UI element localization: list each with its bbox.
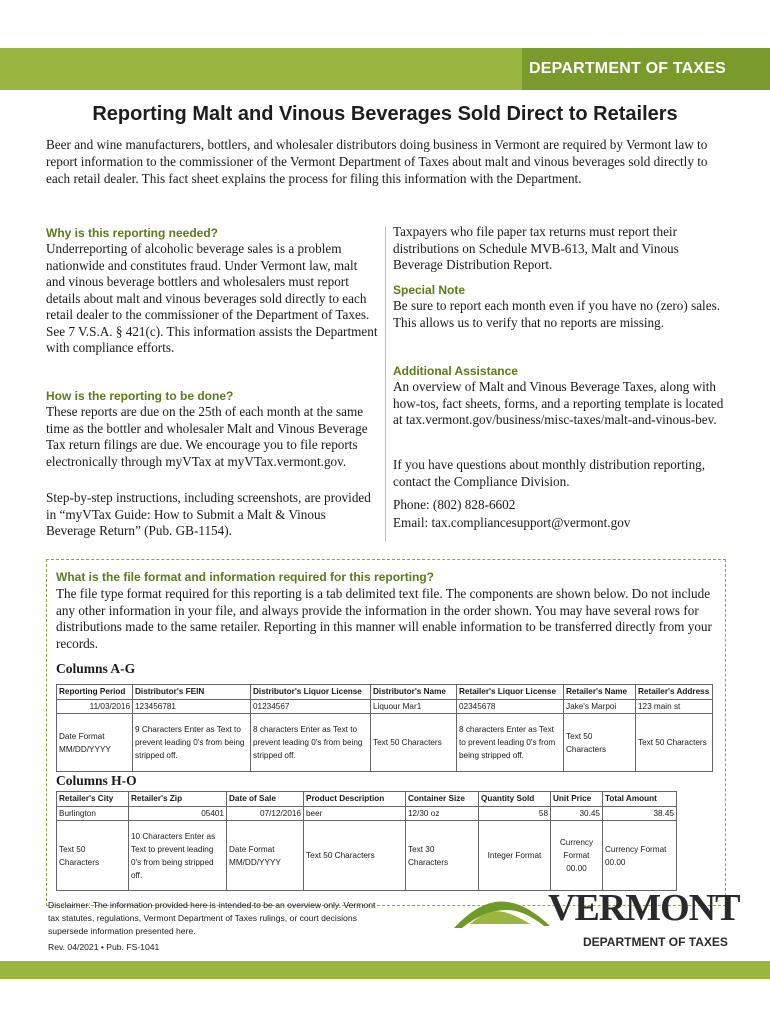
table-row <box>57 807 677 821</box>
vermont-mountain-icon <box>452 888 552 932</box>
table-cell: Text 50 Characters <box>636 714 713 772</box>
table-cell: Currency Format 00.00 <box>551 821 603 891</box>
table-cell: 8 characters Enter as Text to prevent leading 0's from being stripped off. <box>457 714 564 772</box>
table-cell: Retailer's Liquor License <box>457 685 564 700</box>
table-cell: 123 main st <box>636 700 713 714</box>
table-cell: Burlington <box>57 807 129 821</box>
table-cell: 02345678 <box>457 700 564 714</box>
table-cell: Distributor's Liquor License <box>251 685 371 700</box>
why-body: Underreporting of alcoholic beverage sales is a problem nationwide and constitutes fraud. Under Vermont law, malt and vinous beverage bottlers and wholesalers must report details about malt and vinous beverages sold directly to each retail dealer to the commissioner of the Department of Taxes. See 7 V.S.A. § 421(c). This information assists the Department with compliance efforts. <box>46 241 378 355</box>
table-cell: Liquour Mar1 <box>371 700 457 714</box>
table-cell: 38.45 <box>603 807 677 821</box>
table-cell: Text 50 Characters <box>371 714 457 772</box>
table-cell: Text 50 Characters <box>57 821 129 891</box>
steps-body: Step-by-step instructions, including screenshots, are provided in “myVTax Guide: How to Submit a Malt & Vinous Beverage Return” (Pub. GB-1154). <box>46 490 371 538</box>
why-heading: Why is this reporting needed? <box>46 226 219 240</box>
bottom-banner <box>0 961 770 979</box>
table-cell: Date of Sale <box>227 792 304 807</box>
table-cell: beer <box>304 807 406 821</box>
table-cell: Quantity Sold <box>479 792 551 807</box>
table-header-row <box>57 685 713 700</box>
table-cell: 10 Characters Enter as Text to prevent leading 0's from being stripped off. <box>129 821 227 891</box>
table-cell: Product Description <box>304 792 406 807</box>
table-cell: 12/30 oz <box>406 807 479 821</box>
assistance-heading: Additional Assistance <box>393 364 518 378</box>
table-row <box>57 714 713 772</box>
table-cell: 11/03/2016 <box>57 700 133 714</box>
table-cell: Text 50 Characters <box>564 714 636 772</box>
how-body: These reports are due on the 25th of each month at the same time as the bottler and wholesaler Malt and Vinous Beverage Tax return filings are due. We encourage you to file reports electronically through myVTax at myVTax.vermont.gov. <box>46 404 368 469</box>
table-cell: 8 characters Enter as Text to prevent leading 0's from being stripped off. <box>251 714 371 772</box>
table-cell: Container Size <box>406 792 479 807</box>
assistance-body: An overview of Malt and Vinous Beverage Taxes, along with how-tos, fact sheets, forms, and a reporting template is located at tax.vermont.gov/business/misc-taxes/malt-and-vinous-bev. <box>393 379 724 427</box>
table-row <box>57 700 713 714</box>
department-tab-label: DEPARTMENT OF TAXES <box>529 60 726 77</box>
intro-paragraph: Beer and wine manufacturers, bottlers, and wholesaler distributors doing business in Vermont are required by Vermont law to report information to the commissioner of the Vermont Department of Taxes about malt and vinous beverages sold directly to each retail dealer. This fact sheet explains the process for filing this information with the Department. <box>46 137 708 186</box>
table-cell: Date Format MM/DD/YYYY <box>57 714 133 772</box>
table-cell: 30.45 <box>551 807 603 821</box>
how-heading: How is the reporting to be done? <box>46 389 234 403</box>
page-title: Reporting Malt and Vinous Beverages Sold Direct to Retailers <box>92 103 678 125</box>
columns-h-o-table <box>56 791 677 891</box>
paper-filers-body: Taxpayers who file paper tax returns must report their distributions on Schedule MVB-613, Malt and Vinous Beverage Distribution Report. <box>393 224 679 272</box>
table-cell: 123456781 <box>133 700 251 714</box>
special-note-body: Be sure to report each month even if you have no (zero) sales. This allows us to verify that no reports are missing. <box>393 298 721 330</box>
table-cell: Currency Format 00.00 <box>603 821 677 891</box>
columns-a-g-table <box>56 684 713 772</box>
column-divider <box>385 226 386 542</box>
table-cell: Retailer's Zip <box>129 792 227 807</box>
table-header-row <box>57 792 677 807</box>
table-cell: Jake's Marpoi <box>564 700 636 714</box>
revision-line: Rev. 04/2021 • Pub. FS-1041 <box>48 942 160 952</box>
table-cell: Text 30 Characters <box>406 821 479 891</box>
table-cell: 9 Characters Enter as Text to prevent leading 0's from being stripped off. <box>133 714 251 772</box>
table-cell: 07/12/2016 <box>227 807 304 821</box>
file-format-body: The file type format required for this reporting is a tab delimited text file. The components are shown below. Do not include any other information in your file, and always provide the information in the order shown. You may have several rows for distributions made to the same retailer. Reporting in this manner will enable information to be transferred directly from your records. <box>56 586 712 651</box>
vermont-logo-text: VERMONT <box>548 887 740 929</box>
email-line: Email: tax.compliancesupport@vermont.gov <box>393 515 631 530</box>
columns-h-o-label: Columns H-O <box>56 773 137 788</box>
table-cell: Reporting Period <box>57 685 133 700</box>
file-format-heading: What is the file format and information required for this reporting? <box>56 570 435 584</box>
phone-line: Phone: (802) 828-6602 <box>393 497 516 512</box>
table-cell: 05401 <box>129 807 227 821</box>
special-note-heading: Special Note <box>393 283 466 297</box>
table-cell: Integer Format <box>479 821 551 891</box>
table-cell: Text 50 Characters <box>304 821 406 891</box>
department-tab <box>522 48 770 90</box>
table-cell: Distributor's FEIN <box>133 685 251 700</box>
table-cell: Retailer's City <box>57 792 129 807</box>
vermont-logo-subtitle: DEPARTMENT OF TAXES <box>583 935 728 949</box>
disclaimer: Disclaimer: The information provided here is intended to be an overview only. Vermont tax statutes, regulations, Vermont Department of Taxes rulings, or court decisions supersede information presented here. <box>48 900 376 936</box>
table-cell: Retailer's Address <box>636 685 713 700</box>
table-cell: Date Format MM/DD/YYYY <box>227 821 304 891</box>
questions-body: If you have questions about monthly distribution reporting, contact the Compliance Division. <box>393 457 706 489</box>
table-cell: Unit Price <box>551 792 603 807</box>
table-row <box>57 821 677 891</box>
table-cell: 58 <box>479 807 551 821</box>
table-cell: Distributor's Name <box>371 685 457 700</box>
table-cell: Retailer's Name <box>564 685 636 700</box>
columns-a-g-label: Columns A-G <box>56 661 136 676</box>
table-cell: 01234567 <box>251 700 371 714</box>
table-cell: Total Amount <box>603 792 677 807</box>
